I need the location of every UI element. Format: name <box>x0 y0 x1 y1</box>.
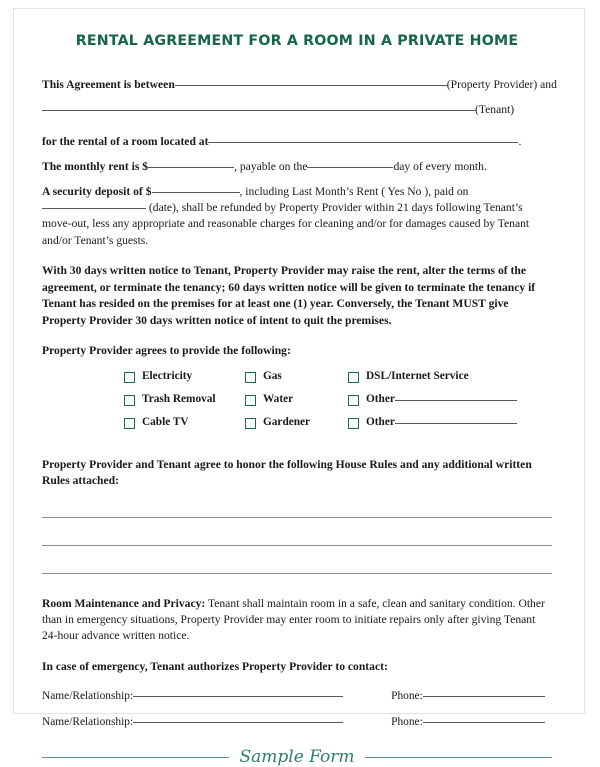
utilities-checkbox-grid <box>124 366 552 435</box>
checkbox-label: Electricity <box>142 370 193 383</box>
phone-input-2[interactable] <box>423 722 545 723</box>
checkbox-item-water[interactable] <box>245 394 348 405</box>
checkbox-icon[interactable] <box>124 418 135 429</box>
checkbox-item-electricity[interactable] <box>124 371 245 382</box>
checkbox-label: Other <box>366 393 395 406</box>
monthly-rent-row <box>42 158 552 175</box>
notice-paragraph: With 30 days written notice to Tenant, Property Provider may raise the rent, alter the terms of the agreement, or terminate the tenancy; 60 days written notice will be given to terminate the tenancy if Tenant has resided on the premises for at least one (1) year. Conversely, the Tenant MUST give Property Provider 30 days written notice of intent to quit the premises. <box>42 264 536 327</box>
checkbox-label: Water <box>263 393 294 406</box>
phone-label: Phone: <box>391 716 423 729</box>
name-relationship-label: Name/Relationship: <box>42 690 134 703</box>
rent-due-day-input[interactable] <box>307 167 393 168</box>
tenant-name-input[interactable] <box>42 110 475 111</box>
checkbox-item-gardener[interactable] <box>245 417 348 428</box>
checkbox-label: Other <box>366 416 395 429</box>
rent-day-suffix-label: day of every month. <box>393 160 487 174</box>
security-deposit-input[interactable] <box>152 192 240 193</box>
deposit-paid-on-input[interactable] <box>42 208 146 209</box>
document-page <box>13 8 585 767</box>
checkbox-label: Trash Removal <box>142 393 216 406</box>
rental-location-row <box>42 133 552 150</box>
provider-name-input[interactable] <box>175 85 447 86</box>
location-period: . <box>518 134 522 148</box>
checkbox-icon[interactable] <box>245 372 256 383</box>
deposit-refund-text: (date), shall be refunded by Property Provider within 21 days following Tenant’s move-out, less any appropriate and reasonable charges for cleaning and/or for damages caused by Tenant and/or Tenant’s guests. <box>42 201 530 247</box>
room-maintenance-label: Room Maintenance and Privacy: <box>42 596 206 610</box>
footer-rule-right <box>365 757 552 758</box>
utilities-heading: Property Provider agrees to provide the following: <box>42 344 291 358</box>
phone-input-1[interactable] <box>423 696 545 697</box>
checkbox-item-cable-tv[interactable] <box>124 417 245 428</box>
room-maintenance-block <box>42 596 552 645</box>
emergency-contact-row <box>42 683 552 709</box>
checkbox-label: Gas <box>263 370 282 383</box>
phone-label: Phone: <box>391 690 423 703</box>
checkbox-icon[interactable] <box>124 372 135 383</box>
checkbox-label: Cable TV <box>142 416 189 429</box>
emergency-contact-row <box>42 709 552 735</box>
other-utility-input-2[interactable] <box>395 423 517 424</box>
name-relationship-label: Name/Relationship: <box>42 716 134 729</box>
utilities-row <box>124 389 552 412</box>
location-address-input[interactable] <box>208 142 518 143</box>
checkbox-item-other-1[interactable] <box>348 394 517 405</box>
utilities-row <box>124 366 552 389</box>
checkbox-icon[interactable] <box>348 418 359 429</box>
checkbox-icon[interactable] <box>124 395 135 406</box>
page-title: RENTAL AGREEMENT FOR A ROOM IN A PRIVATE HOME <box>75 33 519 49</box>
utilities-row <box>124 412 552 435</box>
other-utility-input-1[interactable] <box>395 400 517 401</box>
tenant-suffix-label: (Tenant) <box>475 103 515 117</box>
checkbox-item-dsl-internet[interactable] <box>348 371 469 382</box>
parties-provider-row <box>42 76 557 93</box>
checkbox-icon[interactable] <box>348 372 359 383</box>
emergency-contact-heading: In case of emergency, Tenant authorizes Property Provider to contact: <box>42 659 388 673</box>
checkbox-item-other-2[interactable] <box>348 417 517 428</box>
provider-suffix-label: (Property Provider) and <box>446 78 557 91</box>
rent-payable-label: , payable on the <box>234 160 308 174</box>
monthly-rent-input[interactable] <box>148 167 234 168</box>
house-rules-heading: Property Provider and Tenant agree to honor the following House Rules and any additional written Rules attached: <box>42 457 532 488</box>
footer-rule-left <box>42 757 229 758</box>
security-deposit-block <box>42 184 552 250</box>
checkbox-label: DSL/Internet Service <box>366 370 469 383</box>
room-maintenance-text: Tenant shall maintain room in a safe, clean and sanitary condition. Other than in emergency situations, Property Provider may enter room to initiate repairs only after giving Tenant 24-hour advance written notice. <box>42 596 545 643</box>
monthly-rent-label: The monthly rent is $ <box>42 160 149 174</box>
parties-tenant-row <box>42 101 552 118</box>
name-relationship-input-2[interactable] <box>133 722 343 723</box>
deposit-lastmonth-label: , including Last Month’s Rent ( Yes No ), paid on <box>239 184 469 198</box>
location-label: for the rental of a room located at <box>42 134 209 148</box>
security-deposit-label: A security deposit of $ <box>42 184 152 198</box>
checkbox-icon[interactable] <box>245 395 256 406</box>
parties-intro-label: This Agreement is between <box>42 78 175 91</box>
footer-sample-form <box>42 747 552 767</box>
checkbox-icon[interactable] <box>348 395 359 406</box>
sample-form-label: Sample Form <box>239 747 355 767</box>
checkbox-item-trash-removal[interactable] <box>124 394 245 405</box>
name-relationship-input-1[interactable] <box>133 696 343 697</box>
checkbox-item-gas[interactable] <box>245 371 348 382</box>
document-body <box>42 25 557 767</box>
checkbox-icon[interactable] <box>245 418 256 429</box>
checkbox-label: Gardener <box>263 416 311 429</box>
